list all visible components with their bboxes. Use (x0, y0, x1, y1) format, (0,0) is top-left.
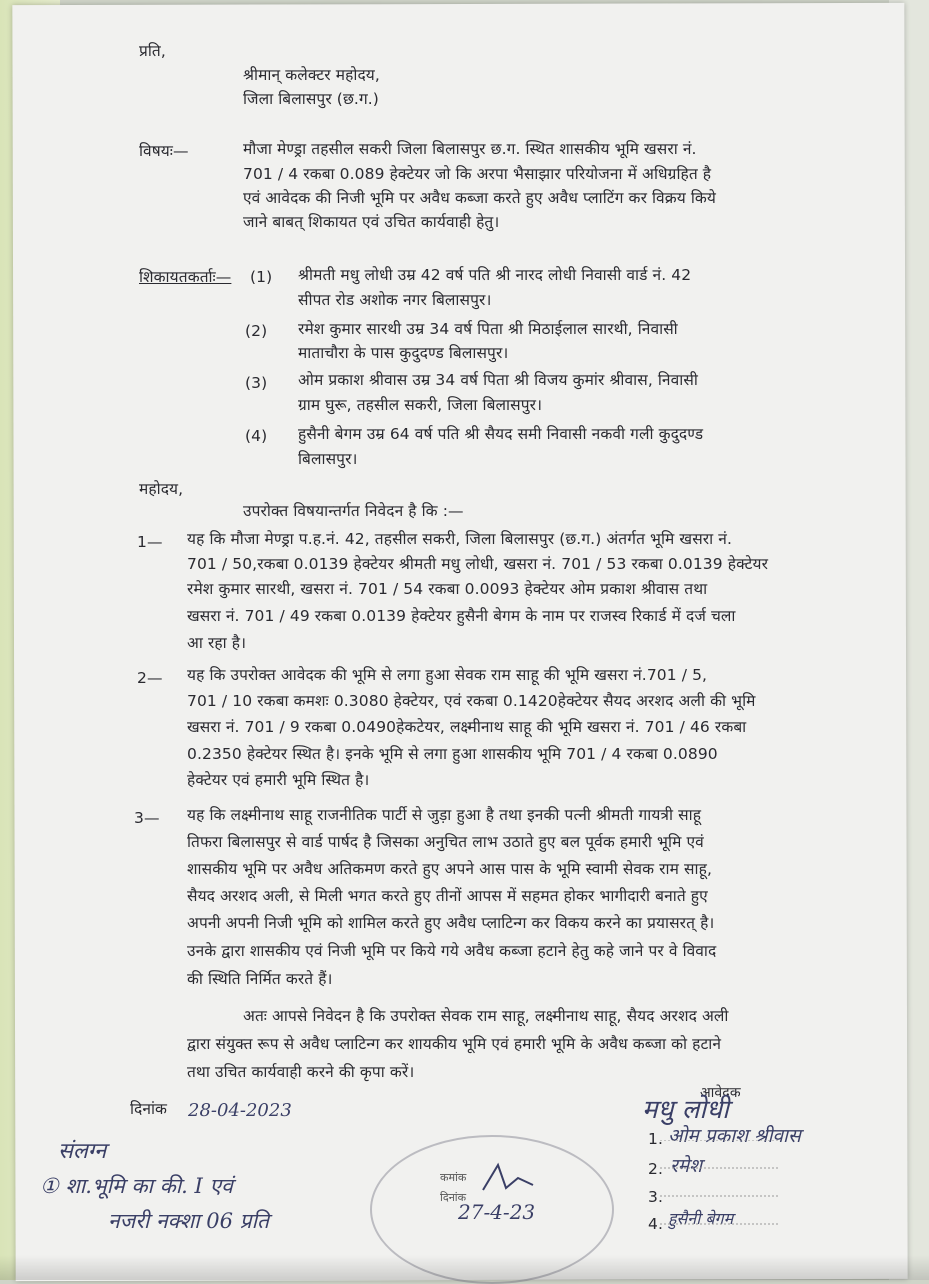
subject-label: विषयः— (139, 142, 189, 160)
point-line: 0.2350 हेक्टेयर स्थित है। इनके भूमि से लगा हुआ शासकीय भूमि 701 / 4 रकबा 0.0890 (187, 745, 718, 763)
enclosure-title: संलग्न (58, 1139, 107, 1164)
point-line: यह कि मौजा मेण्ड्रा प.ह.नं. 42, तहसील सकरी, जिला बिलासपुर (छ.ग.) अंतर्गत भूमि खसरा नं. (187, 530, 733, 548)
complainant-line: ग्राम घुरू, तहसील सकरी, जिला बिलासपुर। (298, 396, 543, 414)
stamp-label-kramank: कमांक (440, 1171, 467, 1184)
closing-line: तथा उचित कार्यवाही करने की कृपा करें। (187, 1063, 415, 1081)
complainant-line: माताचौरा के पास कुदुदण्ड बिलासपुर। (298, 344, 509, 362)
sign-num: 4. (648, 1215, 663, 1233)
point-line: यह कि लक्ष्मीनाथ साहू राजनीतिक पार्टी से जुड़ा हुआ है तथा इनकी पत्नी श्रीमती गायत्री साहू (187, 806, 702, 824)
complainant-line: बिलासपुर। (298, 450, 358, 468)
signature-husaini: हुसैनी बेगम (668, 1209, 734, 1228)
subject-line: 701 / 4 रकबा 0.089 हेक्टेयर जो कि अरपा भैसाझार परियोजना में अधिग्रहित है (243, 165, 712, 183)
sign-num: 1. (648, 1130, 663, 1148)
intro: उपरोक्त विषयान्तर्गत निवेदन है कि :— (243, 502, 464, 520)
complainant-num: (1) (250, 268, 273, 286)
point-line: रमेश कुमार सारथी, खसरा नं. 701 / 54 रकबा 0.0093 हेक्टेयर ओम प्रकाश श्रीवास तथा (187, 580, 708, 598)
bottom-shadow (0, 1255, 929, 1280)
subject-line: एवं आवेदक की निजी भूमि पर अवैध कब्जा करते हुए अवैध प्लाटिंग कर विक्रय किये (243, 189, 716, 207)
point-line: 701 / 50,रकबा 0.0139 हेक्टेयर श्रीमती मधु लोधी, खसरा नं. 701 / 53 रकबा 0.0139 हेक्टेयर (187, 555, 769, 573)
point-line: अपनी अपनी निजी भूमि को शामिल करते हुए अवैध प्लाटिन्ग कर विकय करने का प्रयासरत् है। (187, 914, 715, 932)
point-num: 3— (134, 809, 160, 827)
date-value: 28-04-2023 (188, 1100, 292, 1121)
point-line: 701 / 10 रकबा कमशः 0.3080 हेक्टेयर, एवं रकबा 0.1420हेक्टेयर सैयद अरशद अली की भूमि (187, 692, 756, 710)
subject-line: जाने बाबत् शिकायत एवं उचित कार्यवाही हेतु। (243, 213, 500, 231)
signature-underlines (660, 1140, 800, 1230)
signature-om: ओम प्रकाश श्रीवास (668, 1125, 801, 1147)
applicant-label: आवेदक (700, 1085, 741, 1101)
complainant-num: (2) (245, 322, 268, 340)
subject-line: मौजा मेण्ड्रा तहसील सकरी जिला बिलासपुर छ.ग. स्थित शासकीय भूमि खसरा नं. (243, 140, 697, 158)
date-label: दिनांक (130, 1100, 168, 1118)
signature-ramesh: रमेश (670, 1155, 703, 1177)
closing-line: अतः आपसे निवेदन है कि उपरोक्त सेवक राम साहू, लक्ष्मीनाथ साहू, सैयद अरशद अली (243, 1007, 729, 1025)
sign-num: 2. (648, 1160, 663, 1178)
point-line: सैयद अरशद अली, से मिली भगत करते हुए तीनों आपस में सहमत होकर भागीदारी बनाते हुए (187, 887, 708, 905)
stamp-date: 27-4-23 (458, 1200, 536, 1224)
enclosure-line2: नजरी नक्शा 06 प्रति (108, 1209, 269, 1233)
point-line: शासकीय भूमि पर अवैध अतिकमण करते हुए अपने आस पास के भूमि स्वामी सेवक राम साहू, (187, 860, 712, 878)
closing-line: द्वारा संयुक्त रूप से अवैध प्लाटिन्ग कर शायकीय भूमि एवं हमारी भूमि के अवैध कब्जा को हटाने (187, 1035, 722, 1053)
complainant-num: (3) (245, 374, 268, 392)
point-line: खसरा नं. 701 / 49 रकबा 0.0139 हेक्टेयर हुसैनी बेगम के नाम पर राजस्व रिकार्ड में दर्ज चला (187, 607, 736, 625)
enclosure-line1: ① शा.भूमि का की. I एवं (40, 1174, 233, 1198)
stamp-initial-mark (478, 1160, 538, 1200)
point-line: यह कि उपरोक्त आवेदक की भूमि से लगा हुआ सेवक राम साहू की भूमि खसरा नं.701 / 5, (187, 666, 708, 684)
complainants-label: शिकायतकर्ताः— (139, 268, 232, 286)
complainant-line: रमेश कुमार सारथी उम्र 34 वर्ष पिता श्री मिठाईलाल सारथी, निवासी (298, 320, 678, 338)
complainant-line: हुसैनी बेगम उम्र 64 वर्ष पति श्री सैयद समी निवासी नकवी गली कुदुदण्ड (298, 425, 704, 443)
complainant-num: (4) (245, 427, 268, 445)
point-line: की स्थिति निर्मित करते हैं। (187, 970, 333, 988)
stamp-label-dinank: दिनांक (440, 1191, 467, 1204)
addressee-line1: श्रीमान् कलेक्टर महोदय, (243, 66, 380, 84)
point-line: हेक्टेयर एवं हमारी भूमि स्थित है। (187, 771, 370, 789)
addressee-line2: जिला बिलासपुर (छ.ग.) (243, 90, 379, 108)
point-num: 1— (137, 533, 163, 551)
to-label: प्रति, (139, 42, 166, 60)
point-num: 2— (137, 669, 163, 687)
sign-num: 3. (648, 1188, 663, 1206)
complainant-line: श्रीमती मधु लोधी उम्र 42 वर्ष पति श्री नारद लोधी निवासी वार्ड नं. 42 (298, 266, 692, 284)
point-line: खसरा नं. 701 / 9 रकबा 0.0490हेकटेयर, लक्ष्मीनाथ साहू की भूमि खसरा नं. 701 / 46 रकबा (187, 718, 747, 736)
salutation: महोदय, (139, 480, 184, 498)
point-line: आ रहा है। (187, 634, 247, 652)
complainant-line: ओम प्रकाश श्रीवास उम्र 34 वर्ष पिता श्री विजय कुमांर श्रीवास, निवासी (298, 371, 698, 389)
complainant-line: सीपत रोड अशोक नगर बिलासपुर। (298, 291, 492, 309)
signature-madhu: मधु लोधी (642, 1095, 729, 1125)
point-line: उनके द्वारा शासकीय एवं निजी भूमि पर किये गये अवैध कब्जा हटाने हेतु कहे जाने पर वे विवाद (187, 942, 717, 960)
point-line: तिफरा बिलासपुर से वार्ड पार्षद है जिसका अनुचित लाभ उठाते हुए बल पूर्वक हमारी भूमि एवं (187, 833, 704, 851)
